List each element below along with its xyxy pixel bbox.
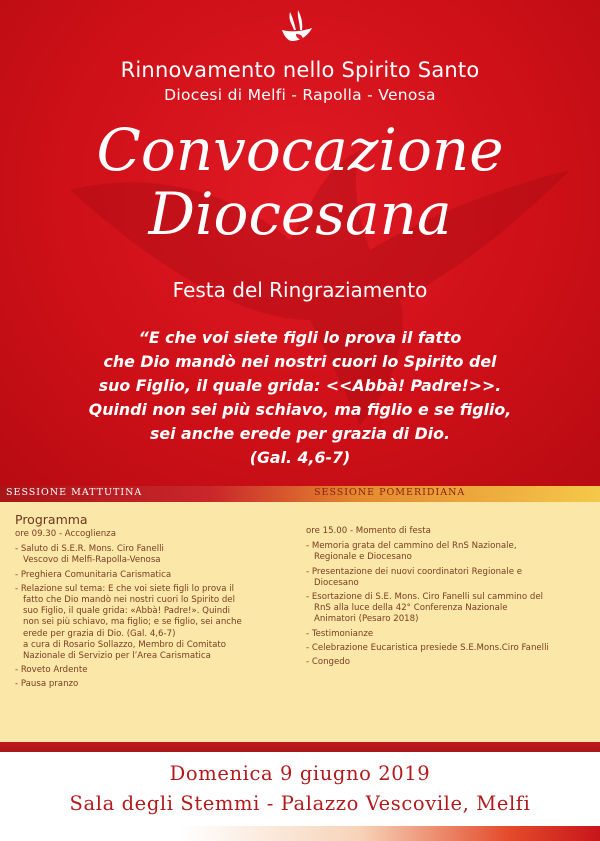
scripture-quote: [40, 326, 560, 470]
divider-strip: [0, 742, 600, 752]
quote-line: Quindi non sei più schiavo, ma figlio e se figlio,: [88, 400, 512, 419]
program-item-line: - Esortazione di S.E. Mons. Ciro Fanelli sul cammino del: [306, 592, 544, 603]
program-item: [15, 584, 300, 662]
program-item-line: suo Figlio, il quale grida: «Abbà! Padre!». Quindi: [23, 606, 231, 617]
morning-session-label: SESSIONE MATTUTINA: [6, 487, 143, 498]
program-item-line: Vescovo di Melfi-Rapolla-Venosa: [23, 555, 161, 566]
session-bar: [0, 486, 600, 502]
program-item-line: - Saluto di S.E.R. Mons. Ciro Fanelli: [15, 544, 164, 555]
program-item-line: - Congedo: [306, 657, 350, 668]
program-item: [306, 567, 596, 589]
program-item-line: - Presentazione dei nuovi coordinatori Regionale e: [306, 566, 523, 577]
program-item-line: - Memoria grata del cammino del RnS Nazionale,: [306, 541, 517, 552]
program-item-line: Diocesano: [314, 577, 359, 588]
program-title: Programma: [15, 512, 88, 527]
program-item: [306, 629, 596, 640]
program-item-line: Nazionale di Servizio per l’Area Carismatica: [23, 651, 211, 662]
program-item-line: Animatori (Pesaro 2018): [314, 614, 419, 625]
rns-flame-dove-logo-icon: [276, 8, 318, 48]
quote-line: (Gal. 4,6-7): [249, 448, 351, 467]
program-item-line: RnS alla luce della 42° Conferenza Nazionale: [314, 603, 508, 614]
program-item: [15, 544, 300, 566]
program-item-line: fatto che Dio mandò nei nostri cuori lo Spirito del: [23, 595, 235, 606]
program-item-line: a cura di Rosario Sollazzo, Membro di Comitato: [23, 639, 226, 650]
program-item-line: non sei più schiavo, ma figlio; e se figlio, sei anche: [23, 617, 242, 628]
morning-time: ore 09.30 - Accoglienza: [15, 529, 116, 539]
program-item-line: - Pausa pranzo: [15, 679, 79, 690]
program-item-line: - Celebrazione Eucaristica presiede S.E.Mons.Ciro Fanelli: [306, 642, 549, 653]
program-item-line: - Relazione sul tema: E che voi siete figli lo prova il: [15, 583, 234, 594]
event-place: Sala degli Stemmi - Palazzo Vescovile, Melfi: [69, 792, 531, 815]
quote-line: che Dio mandò nei nostri cuori lo Spirito del: [103, 352, 497, 371]
program-item: [306, 541, 596, 563]
program-item: [306, 592, 596, 626]
morning-items: [15, 544, 300, 690]
footer-accent: [0, 826, 600, 841]
program-item-line: - Testimonianze: [306, 628, 374, 639]
quote-line: suo Figlio, il quale grida: <<Abbà! Padre!>>.: [98, 376, 502, 395]
program-item-line: Regionale e Diocesano: [314, 552, 412, 563]
main-title: [0, 118, 600, 246]
event-subtitle: Festa del Ringraziamento: [172, 278, 428, 302]
event-date: Domenica 9 giugno 2019: [169, 762, 431, 785]
afternoon-program: [306, 526, 596, 671]
organization-title: Rinnovamento nello Spirito Santo: [120, 58, 480, 82]
program-item: [306, 643, 596, 654]
organization-subtitle: Diocesi di Melfi - Rapolla - Venosa: [164, 86, 436, 104]
program-item: [306, 657, 596, 668]
morning-program: [15, 512, 300, 694]
program-item: [15, 570, 300, 581]
quote-line: “E che voi siete figli lo prova il fatto: [138, 328, 462, 347]
program-item: [15, 665, 300, 676]
afternoon-items: [306, 541, 596, 668]
main-title-line: Diocesana: [148, 180, 452, 248]
program-item-line: - Preghiera Comunitaria Carismatica: [15, 569, 172, 580]
afternoon-session-label: SESSIONE POMERIDIANA: [314, 487, 466, 498]
program-section: [0, 502, 600, 742]
afternoon-time: ore 15.00 - Momento di festa: [306, 526, 431, 536]
program-item-line: erede per grazia di Dio. (Gal. 4,6-7): [23, 628, 176, 639]
program-item: [15, 679, 300, 690]
program-item-line: - Roveto Ardente: [15, 665, 88, 676]
quote-line: sei anche erede per grazia di Dio.: [150, 424, 450, 443]
main-title-line: Convocazione: [96, 116, 504, 184]
